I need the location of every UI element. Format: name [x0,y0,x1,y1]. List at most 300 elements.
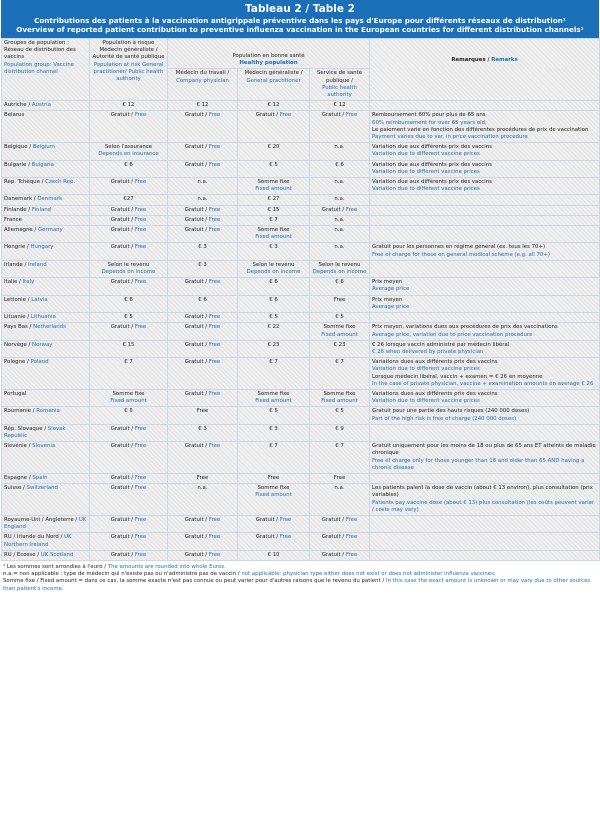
value-cell [168,533,238,550]
remark-line: Prix moyen, variations dues aux procédures de prix des vaccinations [372,324,558,331]
value-en: Free [345,206,358,213]
value-cell [310,323,370,340]
remarks-cell [370,195,600,205]
country-cell [2,215,90,225]
separator: / [340,534,346,541]
separator: / [203,324,209,331]
remarks-cell [370,533,600,550]
remark-line: Average price, variation due to price vaccination procedure [372,331,533,338]
value-en: Depends on insurance [98,151,159,158]
remarks-cell [370,550,600,560]
value-fr: Gratuit [255,534,275,541]
country-name-en: UK England [4,516,87,531]
value-fr: Gratuit [184,341,204,348]
column-header-public-health [310,69,370,101]
separator: / [203,359,209,366]
country-name-en: Ireland [28,261,47,268]
value-fr: n.a. [197,485,208,492]
value-cell [90,407,168,424]
header-text-en: Population group: Vaccine distribution channel [4,61,74,75]
value-fr: € 5 [124,314,133,321]
value-cell [168,550,238,560]
value-en: Free [134,179,147,186]
separator: / [25,244,31,251]
table-row [2,278,600,295]
separator: / [129,534,135,541]
value-fr: n.a. [197,196,208,203]
remark-line: Gratuit uniquement pour les moins de 18 ou plus de 65 ans ET atteints de maladie chronique [372,443,596,457]
value-cell [90,323,168,340]
table-row [2,407,600,424]
remarks-cell [370,389,600,406]
value-cell [310,160,370,177]
country-name-en: Slovenia [32,443,56,450]
value-cell [238,407,310,424]
value-fr: € 15 [267,206,280,213]
value-cell [238,205,310,215]
country-name-en: Hungary [30,244,54,251]
remark-line: Average price [372,286,410,293]
separator: / [27,324,34,331]
value-cell [90,260,168,277]
value-fr: € 3 [198,261,207,268]
country-cell [2,473,90,483]
value-cell [168,143,238,160]
value-en: Free [279,516,292,523]
remarks-cell [370,295,600,312]
value-fr: Gratuit [110,324,130,331]
value-cell [168,178,238,195]
footnote-text-en: The amounts are rounded into whole Euros. [107,563,226,570]
separator: / [26,161,32,168]
value-fr: Gratuit [321,551,341,558]
country-name-en: Slovak Republic [4,425,66,439]
country-cell [2,278,90,295]
value-cell [168,215,238,225]
separator: / [203,443,209,450]
footnote-3 [3,578,597,592]
value-fr: n.a. [334,227,345,234]
value-fr: € 6 [124,296,133,303]
value-cell [238,243,310,260]
separator: / [203,161,209,168]
remark-line: € 26 when delivered by private physician [372,348,484,355]
value-cell [168,389,238,406]
value-cell [168,473,238,483]
separator: / [27,144,33,151]
country-name-en: Germany [37,227,63,234]
country-name-en: Romania [36,408,60,415]
separator: / [340,112,346,119]
value-cell [310,205,370,215]
value-cell [310,278,370,295]
value-fr: Gratuit [184,161,204,168]
value-en: Free [208,534,221,541]
value-fr: Somme fixe [323,324,356,331]
header-text-fr: Remarques / [451,57,490,63]
value-cell [238,323,310,340]
value-cell [238,515,310,532]
value-cell [238,160,310,177]
country-name-fr: France [4,216,22,223]
value-fr: n.a. [197,179,208,186]
remark-line: Part of the high risk is free of charge (240 000 doses) [372,415,517,422]
table-row [2,260,600,277]
separator: / [129,244,135,251]
value-cell [90,473,168,483]
value-en: Free [134,244,147,251]
value-cell [238,215,310,225]
country-name-fr: Pays Bas [4,324,28,331]
country-name-fr: Suisse [4,485,22,492]
remarks-cell [370,424,600,441]
value-cell [238,313,310,323]
remark-line: Lorsque médecin libéral, vaccin + examen = € 26 en moyenne [372,373,543,380]
separator: / [203,206,209,213]
value-fr: € 23 [333,341,346,348]
value-cell [90,143,168,160]
value-cell [90,278,168,295]
value-en: Free [208,112,221,119]
value-en: Free [208,206,221,213]
value-cell [90,424,168,441]
country-name-fr: Pologne [4,359,26,366]
value-cell [310,424,370,441]
remark-line: Free of charge for those on general medical scheme (e.g. all 70+) [372,251,550,258]
value-en: Free [208,144,221,151]
value-cell [90,101,168,111]
remark-line: Patients pay vaccine dose (about € 13) plus consultation (les coûts peuvent varier / costs may vary) [372,499,595,513]
separator: / [26,443,33,450]
remark-line: Variation due aux différents prix des vaccins [372,161,492,168]
value-cell [238,260,310,277]
country-name-fr: Slovénie [4,443,27,450]
country-cell [2,550,90,560]
value-en: Free [208,390,221,397]
separator: / [21,485,27,492]
country-name-en: Lithuania [30,314,56,321]
country-cell [2,160,90,177]
value-en: Fixed amount [255,186,292,193]
country-cell [2,101,90,111]
country-name-fr: Hongrie [4,244,26,251]
value-cell [168,424,238,441]
country-name-en: Latvia [31,296,48,303]
remark-line: Gratuit pour les personnes en régime général (ex. tous les 70+) [372,244,546,251]
country-name-fr: Rép. Slovaque [4,425,43,432]
value-fr: Somme fixe [257,179,290,186]
value-fr: Gratuit [321,516,341,523]
country-cell [2,484,90,516]
remark-line: 60% reimbursement for over 65 years old; [372,119,487,126]
value-fr: Gratuit [321,534,341,541]
value-fr: n.a. [334,244,345,251]
table-title: Tableau 2 / Table 2 [245,3,355,15]
separator: / [203,341,209,348]
country-cell [2,143,90,160]
value-cell [90,340,168,357]
table-row [2,178,600,195]
country-name-fr: Espagne [4,474,28,481]
value-en: Free [134,474,147,481]
header-text-en: Population at risk General practitioner/ Public health authority [93,61,164,83]
remark-line: Remboursement 60% pour plus de 65 ans [372,112,486,119]
header-text-en: Healthy population [239,60,298,67]
value-cell [310,473,370,483]
remark-line: Free of charge only for those younger than 18 and older than 65 AND having a chronic disease [372,457,585,471]
country-name-en: Switzerland [26,485,58,492]
value-fr: Gratuit [184,390,204,397]
value-fr: Gratuit [184,279,204,286]
country-name-fr: Allemagne [4,227,33,234]
value-en: Free [345,112,358,119]
value-fr: € 23 [267,341,280,348]
table-row [2,484,600,516]
table-row [2,533,600,550]
remarks-cell [370,313,600,323]
value-fr: € 5 [335,408,344,415]
value-cell [168,323,238,340]
country-name-en: Finland [31,206,52,213]
value-en: Fixed amount [321,331,358,338]
table-title-fr: Contributions des patients à la vaccination antigrippale préventive dans les pays d'Europe pour différents réseaux de distribution¹ [34,16,566,25]
value-en: Free [208,341,221,348]
table-row [2,295,600,312]
header-text-en: Remarks [491,57,518,63]
separator: / [25,296,32,303]
table-row [2,340,600,357]
value-cell [238,101,310,111]
remarks-cell [370,442,600,474]
value-fr: € 7 [269,359,278,366]
value-cell [90,484,168,516]
remarks-cell [370,215,600,225]
value-fr: € 7 [269,443,278,450]
country-name-fr: Danemark [4,196,33,203]
table-row [2,442,600,474]
value-cell [310,215,370,225]
value-fr: Gratuit [110,551,130,558]
value-cell [238,195,310,205]
value-cell [168,243,238,260]
separator: / [203,216,209,223]
value-cell [168,195,238,205]
value-cell [90,389,168,406]
value-en: Free [134,534,147,541]
header-text-en: General practitioner [246,77,301,84]
remarks-cell [370,340,600,357]
remark-line: In the case of private physician, vaccine + examination amounts on average € 26 [372,380,594,387]
country-name-fr: RU / Irlande du Nord [4,534,59,541]
value-cell [168,484,238,516]
value-fr: Gratuit [110,516,130,523]
value-fr: € 7 [335,443,344,450]
patient-contribution-table [1,38,600,561]
separator: / [203,516,209,523]
table-row [2,515,600,532]
value-cell [310,143,370,160]
country-cell [2,243,90,260]
value-cell [238,442,310,474]
value-cell [168,295,238,312]
remark-line: Prix moyen [372,296,403,303]
value-cell [238,111,310,143]
value-fr: Selon le revenu [252,261,295,268]
value-cell [238,389,310,406]
column-header-healthy [168,39,370,69]
country-name-en: Poland [30,359,49,366]
value-en: Free [279,534,292,541]
header-text-en: Company physician [176,77,229,84]
value-en: Fixed amount [255,492,292,499]
separator: / [129,485,135,492]
value-fr: € 10 [267,551,280,558]
remarks-cell [370,205,600,215]
remark-line: Variation due aux différents prix des vaccins [372,144,492,151]
remark-line: Variation due to different vaccine prices [372,168,480,175]
table-header-banner [1,0,599,38]
remarks-cell [370,160,600,177]
table-row [2,550,600,560]
value-fr: € 5 [269,161,278,168]
remarks-cell [370,243,600,260]
column-header-risk [90,39,168,101]
value-en: Free [134,279,147,286]
value-cell [238,358,310,390]
separator: / [26,341,33,348]
value-fr: Somme fixe [112,390,145,397]
value-en: Free [208,359,221,366]
value-cell [310,101,370,111]
column-header-gp [238,69,310,101]
value-fr: Free [333,296,346,303]
value-en: Free [134,112,147,119]
value-cell [310,178,370,195]
country-name-en: Spain [32,474,48,481]
separator: / [26,102,32,109]
footnote-2 [3,571,597,578]
table-row [2,358,600,390]
value-cell [238,533,310,550]
value-fr: Gratuit [110,244,130,251]
footnotes [1,561,599,596]
value-en: Free [134,516,147,523]
value-en: Free [134,443,147,450]
value-fr: € 22 [267,324,280,331]
value-cell [310,195,370,205]
remark-line: Average price [372,303,410,310]
country-cell [2,442,90,474]
separator: / [129,179,135,186]
separator: / [26,206,32,213]
value-fr: Gratuit [110,443,130,450]
value-en: Free [134,227,147,234]
value-fr: Gratuit [184,534,204,541]
separator: / [274,534,280,541]
value-fr: € 9 [335,425,344,432]
value-cell [310,533,370,550]
remark-line: Variations dues aux différents prix des vaccins [372,390,498,397]
value-cell [310,515,370,532]
separator: / [129,206,135,213]
value-fr: Gratuit [184,216,204,223]
remarks-cell [370,358,600,390]
value-fr: Selon le revenu [318,261,361,268]
value-en: Free [134,206,147,213]
value-fr: Gratuit [184,144,204,151]
remark-line: Variation due to different vaccine prices [372,151,480,158]
value-en: Fixed amount [321,398,358,405]
country-name-fr: Finlande [4,206,27,213]
value-fr: Gratuit [184,551,204,558]
value-cell [310,340,370,357]
separator: / [203,227,209,234]
value-fr: Gratuit [184,314,204,321]
separator: / [129,516,135,523]
value-en: Fixed amount [255,398,292,405]
value-cell [90,215,168,225]
separator: / [129,216,135,223]
country-cell [2,533,90,550]
separator: / [340,206,346,213]
value-fr: n.a. [334,216,345,223]
remarks-cell [370,515,600,532]
value-cell [238,550,310,560]
value-cell [310,243,370,260]
value-cell [238,473,310,483]
value-cell [90,111,168,143]
value-en: Free [208,279,221,286]
value-cell [238,484,310,516]
value-en: Free [208,443,221,450]
remark-line: Payment varies due to var. in price vaccination procedure [372,134,528,141]
country-name-fr: Portugal [4,390,27,397]
value-en: Free [208,551,221,558]
value-fr: Gratuit [255,516,275,523]
header-text-fr: Service de santé publique / [316,70,363,84]
column-header-remarks [370,39,600,101]
country-name-en: Bulgaria [31,161,54,168]
remark-line: Prix moyen [372,279,403,286]
country-name-fr: Autriche [4,102,27,109]
footnote-text-en: not applicable: physician type either does not exist or does not administer influenza vaccines; [241,571,496,578]
country-cell [2,260,90,277]
country-name-en: Czech Rep. [45,179,76,186]
separator: / [129,112,135,119]
country-cell [2,111,90,143]
value-cell [238,278,310,295]
separator: / [129,279,135,286]
value-cell [90,243,168,260]
value-fr: € 7 [335,359,344,366]
value-en: Free [208,161,221,168]
value-fr: Free [333,474,346,481]
country-cell [2,407,90,424]
value-cell [90,313,168,323]
country-name-en: Italy [22,279,35,286]
value-cell [168,340,238,357]
table-row [2,243,600,260]
table-row [2,473,600,483]
value-cell [90,226,168,243]
value-fr: n.a. [334,196,345,203]
remarks-cell [370,178,600,195]
separator: / [25,314,31,321]
value-cell [238,226,310,243]
separator: / [32,196,38,203]
value-fr: € 12 [267,102,280,109]
value-fr: Gratuit [321,112,341,119]
